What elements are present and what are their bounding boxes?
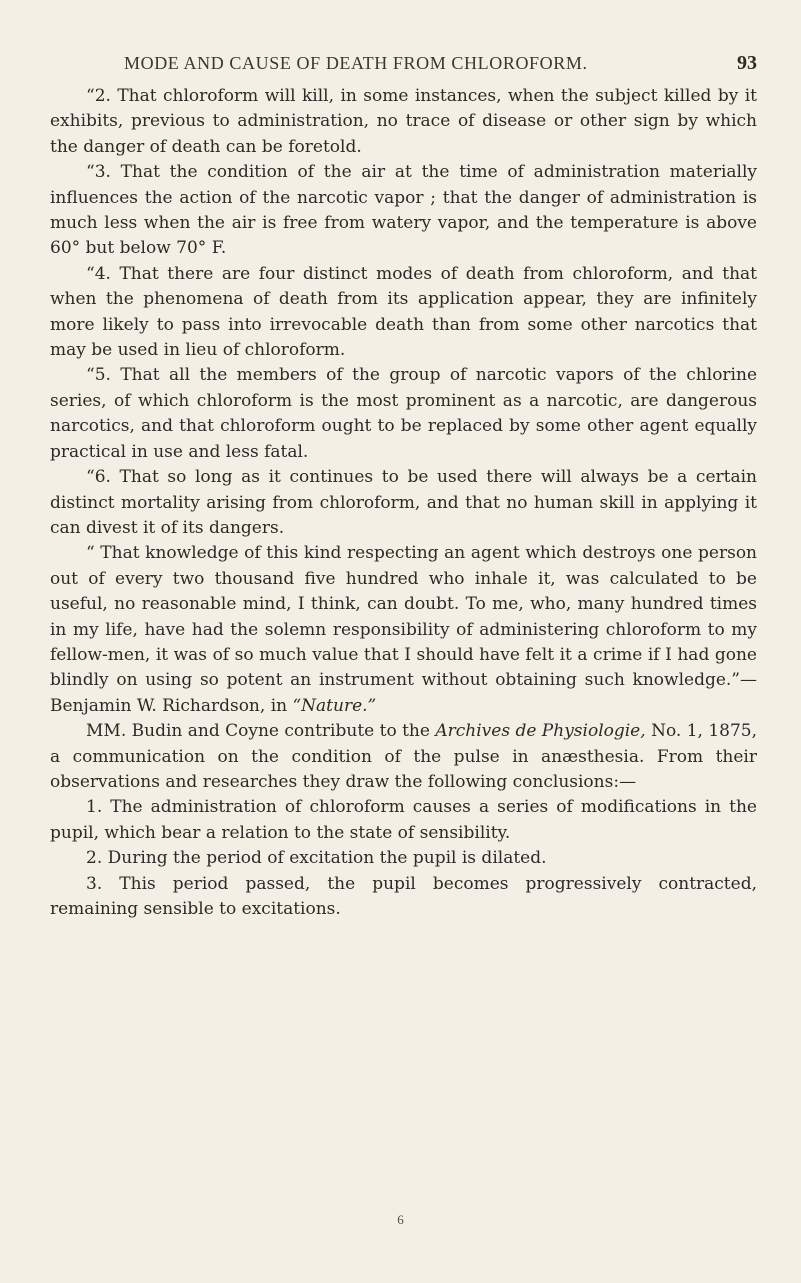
list-item-1: 1. The administration of chloroform causes a series of modifications in the pupil, which bear a relation to the state of sensibility. bbox=[50, 797, 757, 843]
body-text bbox=[50, 84, 757, 922]
paragraph-conclusion-6: “6. That so long as it continues to be used there will always be a certain distinct mortality arising from chloroform, and that no human skill in applying it can divest it of its dangers. bbox=[50, 467, 757, 538]
paragraph-richardson-quote bbox=[50, 541, 757, 719]
page-number: 93 bbox=[737, 52, 757, 74]
paragraph-conclusion-4: “4. That there are four distinct modes of death from chloroform, and that when the phenomena of death from its application appear, they are infinitely more likely to pass into irrevocable death than from some other narcotics that may be used in lieu of chloroform. bbox=[50, 263, 757, 361]
paragraph-conclusion-5: “5. That all the members of the group of narcotic vapors of the chlorine series, of which chloroform is the most prominent as a narcotic, are dangerous narcotics, and that chloroform ought to be replaced by some other agent equally practical in use and less fatal. bbox=[50, 365, 757, 462]
paragraph-conclusion-2: “2. That chloroform will kill, in some instances, when the subject killed by it exhibits, previous to administration, no trace of disease or other sign by which the danger of death can be foretold. bbox=[50, 86, 757, 157]
paragraph-conclusion-3: “3. That the condition of the air at the time of administration materially influences the action of the narcotic vapor ; that the danger of administration is much less when the air is free from watery vapor, and the temperature is above 60° but below 70° F. bbox=[50, 162, 757, 259]
citation-nature: “Nature.” bbox=[292, 695, 377, 716]
richardson-quote-text: “ That knowledge of this kind respecting an agent which destroys one person out of every two thousand five hundred who inhale it, was calculated to be useful, no reasonable mind, I think, can doubt. To me, who, many hundred times in my life, have had the solemn responsibility of administering chloroform to my fellow-men, it was of so much value that I should have felt it a crime if I had gone blindly on using so potent an instrument without obtaining such knowledge.”—Benjamin W. Richardson, in bbox=[50, 543, 757, 716]
running-title: MODE AND CAUSE OF DEATH FROM CHLOROFORM. bbox=[124, 53, 588, 73]
budin-intro: MM. Budin and Coyne contribute to the bbox=[86, 721, 436, 742]
signature-mark: 6 bbox=[397, 1212, 404, 1227]
list-item-3: 3. This period passed, the pupil becomes progressively contracted, remaining sensible to excitations. bbox=[50, 873, 757, 919]
running-head bbox=[124, 52, 757, 76]
budin-rest: No. 1, 1875, a communication on the condition of the pulse in anæsthesia. From their observations and researches they draw the following conclusions:— bbox=[50, 721, 757, 792]
paragraph-budin-coyne bbox=[50, 719, 757, 795]
budin-journal: Archives de Physiologie, bbox=[435, 721, 646, 742]
list-item-2: 2. During the period of excitation the pupil is dilated. bbox=[86, 848, 547, 869]
